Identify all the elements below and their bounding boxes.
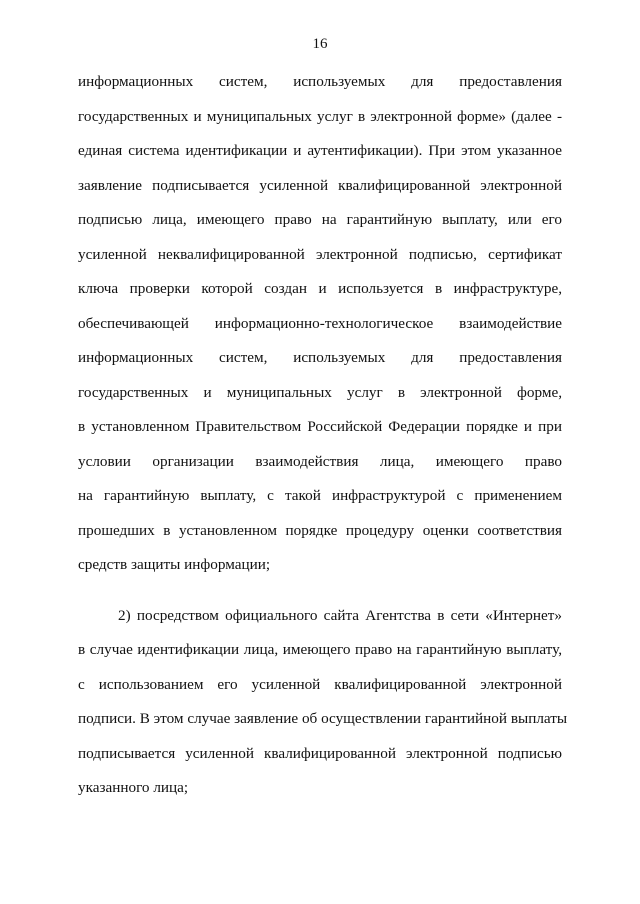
- text-line: подписывается усиленной квалифицированной электронной подписью: [78, 744, 562, 762]
- text-line: в случае идентификации лица, имеющего право на гарантийную выплату,: [78, 641, 562, 658]
- text-line: подписью лица, имеющего право на гарантийную выплату, или его: [78, 211, 562, 228]
- text-line: государственных и муниципальных услуг в электронной форме» (далее -: [78, 107, 562, 125]
- text-line: информационных систем, используемых для предоставления: [78, 73, 562, 90]
- text-line: на гарантийную выплату, с такой инфраструктурой с применением: [78, 487, 562, 504]
- text-line: 2) посредством официального сайта Агентства в сети «Интернет»: [118, 606, 562, 624]
- text-line: заявление подписывается усиленной квалифицированной электронной: [78, 176, 562, 194]
- paragraph-gap: [78, 590, 562, 606]
- paragraph-1: [78, 72, 562, 590]
- text-line: усиленной неквалифицированной электронной подписью, сертификат: [78, 245, 562, 263]
- document-body: [78, 72, 568, 813]
- text-line: государственных и муниципальных услуг в электронной форме,: [78, 383, 562, 401]
- text-line: обеспечивающей информационно-технологическое взаимодействие: [78, 314, 562, 332]
- text-line: условии организации взаимодействия лица, имеющего право: [78, 452, 562, 470]
- text-line: с использованием его усиленной квалифицированной электронной: [78, 675, 562, 693]
- text-line: указанного лица;: [78, 779, 189, 796]
- page-number: 16: [312, 36, 328, 52]
- text-line: в установленном Правительством Российской Федерации порядке и при: [78, 418, 562, 435]
- text-line: ключа проверки которой создан и используется в инфраструктуре,: [78, 280, 562, 297]
- text-line: прошедших в установленном порядке процедуру оценки соответствия: [78, 521, 562, 539]
- text-line: подписи. В этом случае заявление об осуществлении гарантийной выплаты: [78, 710, 568, 727]
- text-line: информационных систем, используемых для предоставления: [78, 349, 562, 366]
- paragraph-2: [78, 606, 568, 813]
- text-line: единая система идентификации и аутентификации). При этом указанное: [78, 142, 562, 159]
- text-line: средств защиты информации;: [78, 556, 271, 573]
